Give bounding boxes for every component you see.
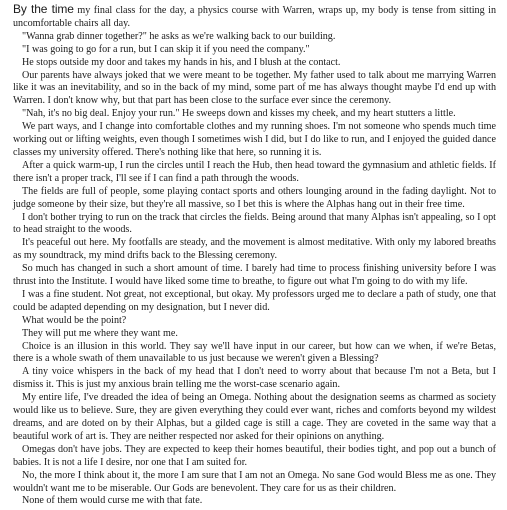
paragraph: Choice is an illusion in this world. They say we'll have input in our career, but how can we when, if we're Betas, there is a whole swath of them unavailable to us just because we weren't given a Blessing? xyxy=(13,340,496,365)
paragraph: After a quick warm-up, I run the circles until I reach the Hub, then head toward the gymnasium and athletic fields. If there isn't a proper track, I'll see if I can find a path through the woods. xyxy=(13,159,496,184)
paragraph: I don't bother trying to run on the track that circles the fields. Being around that many Alphas isn't appealing, so I opt to head straight to the woods. xyxy=(13,211,496,236)
paragraph: None of them would curse me with that fate. xyxy=(22,495,203,507)
paragraph: "I was going to go for a run, but I can skip it if you need the company." xyxy=(22,43,310,55)
lead-in: By the time xyxy=(13,2,74,16)
paragraph: Our parents have always joked that we were meant to be together. My father used to talk about me marrying Warren like it was an inevitability, and so in the back of my mind, some part of me has always thought maybe I'd end up with Warren. I don't know why, but that part has been close to the surface ever since the ceremony. xyxy=(13,69,496,107)
book-page xyxy=(13,3,496,508)
paragraph: They will put me where they want me. xyxy=(22,327,178,339)
paragraph: It's peaceful out here. My footfalls are steady, and the movement is almost meditative. With only my labored breaths as my soundtrack, my mind drifts back to the Blessing ceremony. xyxy=(13,237,496,262)
paragraph: "Nah, it's no big deal. Enjoy your run." He sweeps down and kisses my cheek, and my heart stutters a little. xyxy=(22,108,456,120)
opening-paragraph xyxy=(13,3,496,31)
paragraph: He stops outside my door and takes my hands in his, and I blush at the contact. xyxy=(22,56,341,68)
paragraph: "Wanna grab dinner together?" he asks as we're walking back to our building. xyxy=(22,30,336,42)
paragraph: The fields are full of people, some playing contact sports and others lounging around in the fading daylight. Not to judge someone by their size, but they're all massive, so I bet this is where the Alphas hang out in their free time. xyxy=(13,185,496,210)
paragraph: We part ways, and I change into comfortable clothes and my running shoes. I'm not someone who spends much time working out or lifting weights, even though I sometimes wish I did, but I do like to run, and I enjoyed the guided dance classes my university offered. There's nothing like that here, so running it is. xyxy=(13,121,496,158)
paragraph-text: my final class for the day, a physics course with Warren, wraps up, my body is tense from sitting in uncomfortable chairs all day. xyxy=(13,5,496,29)
paragraph: I was a fine student. Not great, not exceptional, but okay. My professors urged me to declare a path of study, one that could be adapted depending on my designation, but I never did. xyxy=(13,288,496,313)
paragraph: What would be the point? xyxy=(22,314,127,326)
paragraph: So much has changed in such a short amount of time. I barely had time to process finishing university before I was thrust into the Institute. I would have liked some time to breathe, to figure out what I'm going to do with my life. xyxy=(13,263,496,288)
paragraph: My entire life, I've dreaded the idea of being an Omega. Nothing about the designation seems as charmed as society would like us to believe. Sure, they are given everything they could ever want, riches and comforts beyond my wildest dreams, and are doted on by their Alphas, but a gilded cage is still a cage. They are coveted in the same way that a beautiful work of art is. They are neither respected nor asked for their opinions on anything. xyxy=(13,392,496,442)
paragraph: A tiny voice whispers in the back of my head that I don't need to worry about that because I'm not a Beta, but I dismiss it. This is just my anxious brain telling me the worst-case scenario again. xyxy=(13,366,496,391)
paragraph: Omegas don't have jobs. They are expected to keep their homes beautiful, their bodies tight, and pop out a bunch of babies. It is not a life I desire, nor one that I am suited for. xyxy=(13,443,496,468)
paragraph: No, the more I think about it, the more I am sure that I am not an Omega. No sane God would Bless me as one. They wouldn't want me to be miserable. Our Gods are benevolent. They care for us as their children. xyxy=(13,469,496,494)
